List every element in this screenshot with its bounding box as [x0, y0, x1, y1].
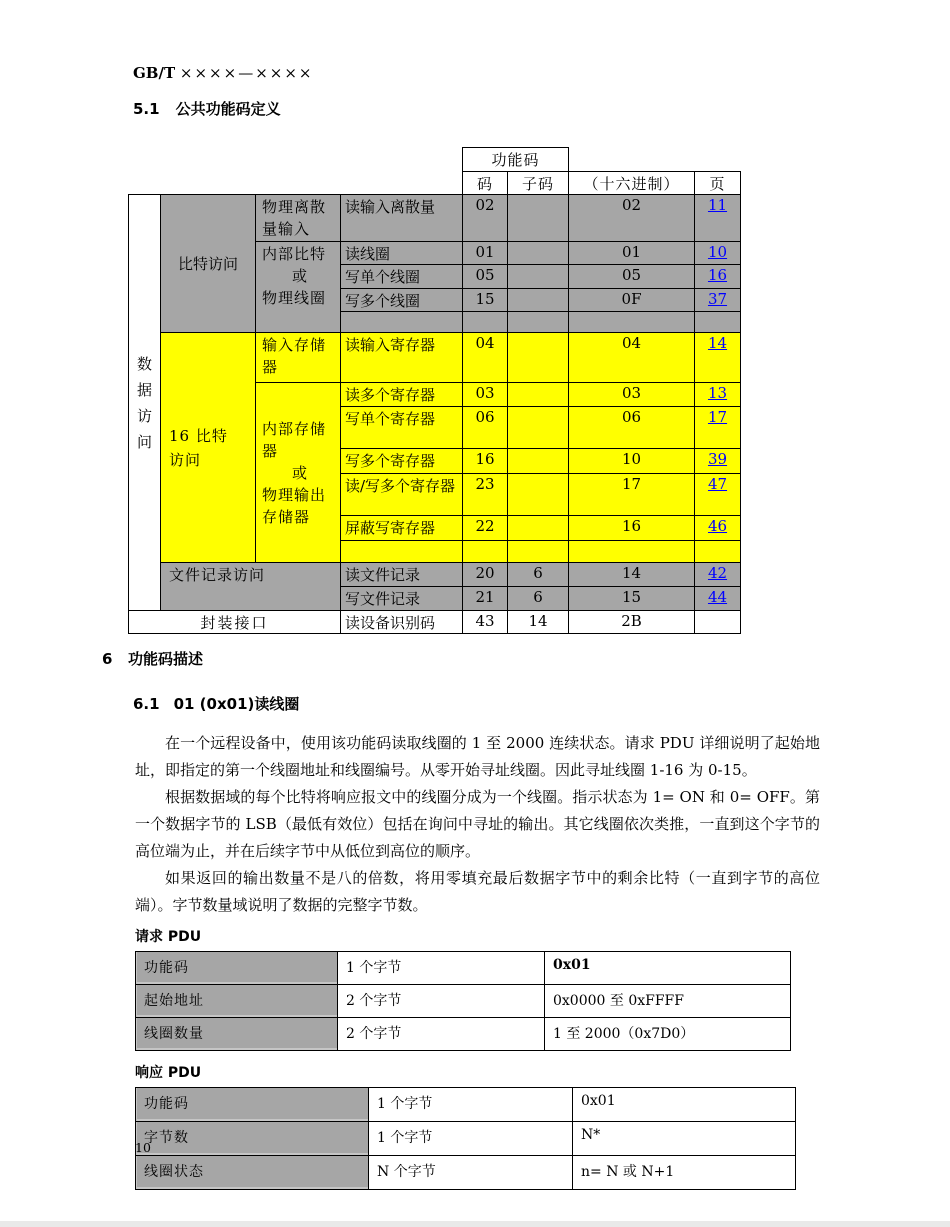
heading-number: 6	[102, 650, 113, 668]
heading-6-1	[128, 693, 828, 714]
fc-code: 21	[463, 587, 508, 611]
fc-subcode	[508, 195, 569, 242]
page-link[interactable]: 42	[707, 564, 728, 582]
fc-hex: 04	[569, 333, 695, 383]
heading-title: 01 (0x01)读线圈	[173, 695, 300, 713]
header-spacer	[569, 148, 741, 172]
fc-name: 读输入寄存器	[341, 333, 463, 383]
pdu-value: 0x0000 至 0xFFFF	[545, 985, 791, 1018]
group-16bit-access: 16 比特访问	[161, 333, 256, 563]
fc-hex: 01	[569, 242, 695, 265]
fc-subcode	[508, 265, 569, 289]
fc-name: 写单个线圈	[341, 265, 463, 289]
paragraph: 如果返回的输出数量不是八的倍数，将用零填充最后数据字节中的剩余比特（一直到字节的高位端）。字节数量域说明了数据的完整字节数。	[135, 869, 820, 914]
fc-name: 读线圈	[341, 242, 463, 265]
group-bit-access: 比特访问	[161, 195, 256, 333]
fc-name: 写文件记录	[341, 587, 463, 611]
pdu-value: 0x01	[573, 1088, 796, 1122]
fc-page	[695, 516, 741, 541]
header-function-code-group: 功能码	[463, 148, 569, 172]
page-link[interactable]: 47	[707, 475, 728, 493]
group-file-record-access: 文件记录访问	[161, 563, 341, 611]
fc-page	[695, 449, 741, 474]
pdu-field: 线圈状态	[136, 1156, 369, 1190]
fc-page	[695, 563, 741, 587]
response-pdu-table	[135, 1087, 796, 1190]
fc-hex: 16	[569, 516, 695, 541]
pdu-size: 1 个字节	[338, 952, 545, 985]
fc-code: 04	[463, 333, 508, 383]
fc-page	[695, 611, 741, 634]
pdu-field: 线圈数量	[136, 1018, 338, 1051]
fc-subcode	[508, 407, 569, 449]
header-subcode: 子码	[508, 172, 569, 195]
fc-page	[695, 289, 741, 312]
heading-5-1	[128, 98, 828, 119]
fc-page	[695, 587, 741, 611]
pdu-value: 1 至 2000（0x7D0）	[545, 1018, 791, 1051]
fc-subcode: 6	[508, 587, 569, 611]
pdu-field: 功能码	[136, 1088, 369, 1122]
header-spacer	[129, 172, 463, 195]
pdu-size: N 个字节	[369, 1156, 573, 1190]
fc-page	[695, 333, 741, 383]
fc-hex: 03	[569, 383, 695, 407]
fc-hex: 14	[569, 563, 695, 587]
fc-code: 43	[463, 611, 508, 634]
page-link[interactable]: 11	[707, 196, 728, 214]
page-link[interactable]: 46	[707, 517, 728, 535]
fc-subcode	[508, 516, 569, 541]
table-row	[136, 1018, 791, 1051]
page-link[interactable]: 37	[707, 290, 728, 308]
fc-page	[695, 474, 741, 516]
request-pdu-table	[135, 951, 791, 1051]
table-row	[129, 195, 741, 242]
standard-number-placeholder: ××××—××××	[179, 64, 314, 82]
doc-header	[128, 64, 828, 82]
document-page	[102, 0, 828, 1190]
page-number: 10	[135, 1140, 151, 1155]
table-row	[136, 952, 791, 985]
fc-name: 写单个寄存器	[341, 407, 463, 449]
response-pdu-label: 响应 PDU	[135, 1065, 202, 1081]
fc-code: 02	[463, 195, 508, 242]
fc-subcode	[508, 333, 569, 383]
page-link[interactable]: 10	[707, 243, 728, 261]
page-link[interactable]: 13	[707, 384, 728, 402]
fc-hex: 10	[569, 449, 695, 474]
table-row	[136, 1088, 796, 1122]
fc-code: 22	[463, 516, 508, 541]
pdu-value: n= N 或 N+1	[573, 1156, 796, 1190]
table-row	[129, 611, 741, 634]
header-code: 码	[463, 172, 508, 195]
group-encapsulated-interface: 封装接口	[129, 611, 341, 634]
subgroup-label: 内部存储器 或 物理输出存储器	[256, 383, 341, 563]
heading-6	[100, 648, 828, 669]
axis-cell-data-access	[129, 195, 161, 611]
fc-page	[695, 265, 741, 289]
fc-page	[695, 407, 741, 449]
fc-code: 15	[463, 289, 508, 312]
pdu-size: 1 个字节	[369, 1122, 573, 1156]
subgroup-label: 输入存储器	[256, 333, 341, 383]
page-link[interactable]: 16	[707, 266, 728, 284]
fc-hex: 15	[569, 587, 695, 611]
section-body	[128, 730, 820, 919]
fc-code: 20	[463, 563, 508, 587]
fc-code: 01	[463, 242, 508, 265]
page-link[interactable]: 14	[707, 334, 728, 352]
page-link[interactable]: 44	[707, 588, 728, 606]
fc-subcode	[508, 449, 569, 474]
pdu-field: 起始地址	[136, 985, 338, 1018]
fc-name: 读/写多个寄存器	[341, 474, 463, 516]
fc-code: 06	[463, 407, 508, 449]
fc-name: 写多个寄存器	[341, 449, 463, 474]
fc-name: 读设备识别码	[341, 611, 463, 634]
pdu-value: 0x01	[545, 952, 791, 985]
fc-code: 23	[463, 474, 508, 516]
fc-hex: 17	[569, 474, 695, 516]
header-spacer	[129, 148, 463, 172]
heading-number: 6.1	[133, 695, 160, 713]
fc-subcode: 6	[508, 563, 569, 587]
fc-name: 读多个寄存器	[341, 383, 463, 407]
function-code-table	[128, 147, 741, 634]
table-row	[136, 985, 791, 1018]
standard-code: GB/T	[133, 64, 176, 82]
fc-code: 05	[463, 265, 508, 289]
fc-page	[695, 242, 741, 265]
header-page: 页	[695, 172, 741, 195]
pdu-field: 字节数	[136, 1122, 369, 1156]
fc-code: 03	[463, 383, 508, 407]
subgroup-label: 内部比特 或 物理线圈	[256, 242, 341, 333]
table-row	[129, 563, 741, 587]
fc-name: 读文件记录	[341, 563, 463, 587]
fc-hex: 0F	[569, 289, 695, 312]
pdu-size: 1 个字节	[369, 1088, 573, 1122]
heading-title: 公共功能码定义	[175, 100, 281, 118]
heading-number: 5.1	[133, 100, 160, 118]
paragraph: 在一个远程设备中，使用该功能码读取线圈的 1 至 2000 连续状态。请求 PDU 详细说明了起始地址，即指定的第一个线圈地址和线圈编号。从零开始寻址线圈。因此寻址线圈 1-16 为 0-15。	[135, 734, 820, 779]
fc-name: 屏蔽写寄存器	[341, 516, 463, 541]
page-link[interactable]: 39	[707, 450, 728, 468]
fc-subcode	[508, 289, 569, 312]
table-row	[129, 333, 741, 383]
fc-hex: 02	[569, 195, 695, 242]
fc-code: 16	[463, 449, 508, 474]
vertical-label: 数据访问	[136, 354, 152, 451]
fc-subcode: 14	[508, 611, 569, 634]
fc-hex: 2B	[569, 611, 695, 634]
fc-subcode	[508, 242, 569, 265]
request-pdu-label: 请求 PDU	[135, 929, 202, 945]
fc-page	[695, 383, 741, 407]
subgroup-label: 物理离散量输入	[256, 195, 341, 242]
fc-hex: 06	[569, 407, 695, 449]
fc-hex: 05	[569, 265, 695, 289]
page-link[interactable]: 17	[707, 408, 728, 426]
pdu-value: N*	[573, 1122, 796, 1156]
fc-name: 写多个线圈	[341, 289, 463, 312]
pdu-field: 功能码	[136, 952, 338, 985]
fc-subcode	[508, 474, 569, 516]
header-hex: （十六进制）	[569, 172, 695, 195]
pdu-size: 2 个字节	[338, 1018, 545, 1051]
heading-title: 功能码描述	[128, 650, 204, 668]
paragraph: 根据数据域的每个比特将响应报文中的线圈分成为一个线圈。指示状态为 1= ON 和 0= OFF。第一个数据字节的 LSB（最低有效位）包括在询问中寻址的输出。其它线圈依次类推，一直到这个字节的高位端为止，并在后续字节中从低位到高位的顺序。	[135, 788, 820, 860]
fc-subcode	[508, 383, 569, 407]
fc-page	[695, 195, 741, 242]
table-row	[136, 1156, 796, 1190]
pdu-size: 2 个字节	[338, 985, 545, 1018]
fc-name: 读输入离散量	[341, 195, 463, 242]
table-row	[136, 1122, 796, 1156]
